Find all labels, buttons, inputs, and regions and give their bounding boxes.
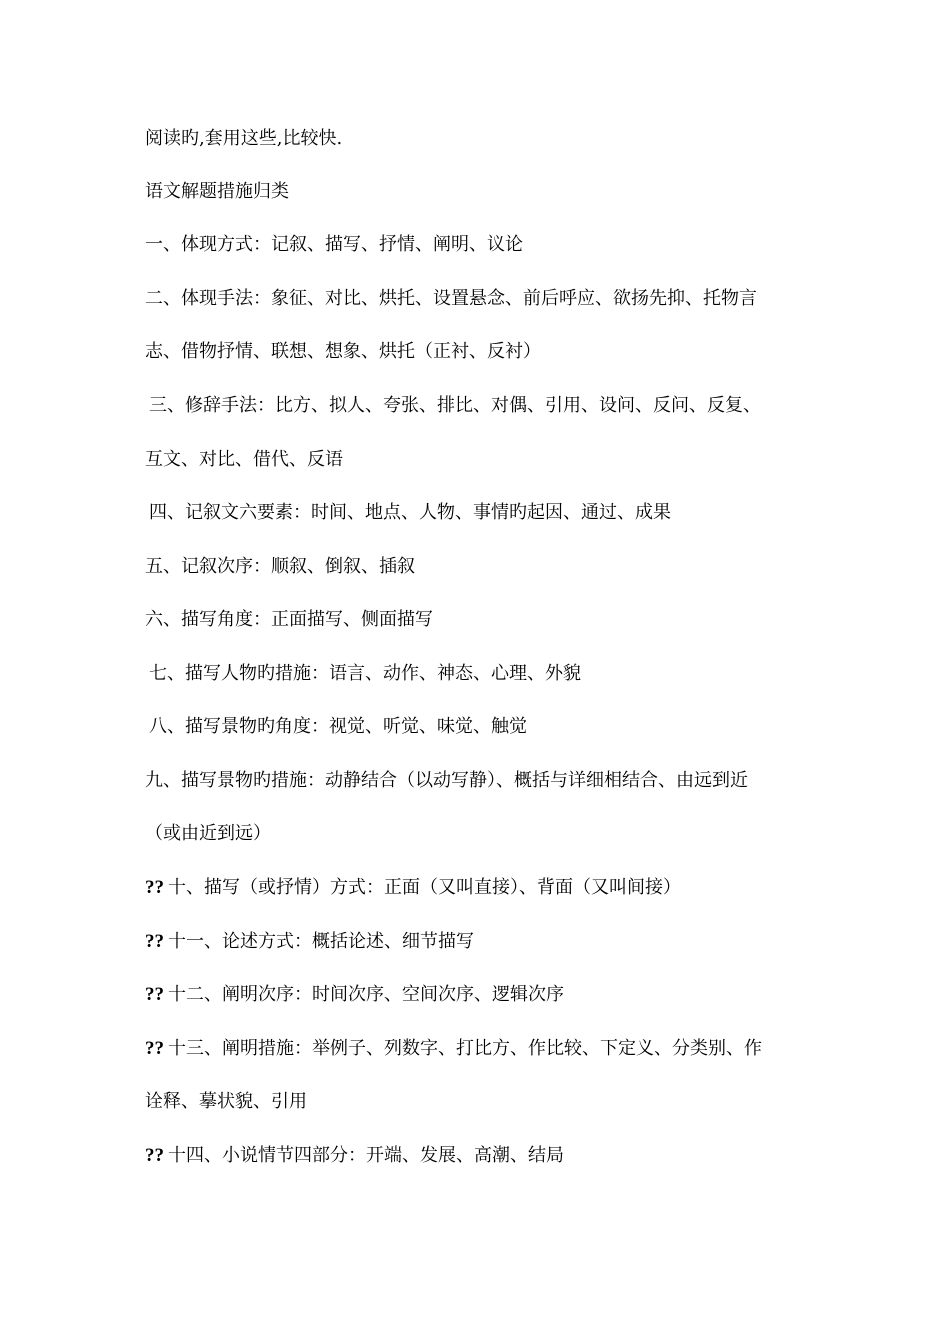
item-9-continued: （或由近到远） — [145, 823, 271, 844]
unknown-glyph-mark: ?? — [145, 1038, 164, 1059]
item-14-text: 十四、小说情节四部分：开端、发展、高潮、结局 — [168, 1145, 564, 1166]
item-5: 五、记叙次序：顺叙、倒叙、插叙 — [145, 556, 415, 577]
item-13-text: 十三、阐明措施：举例子、列数字、打比方、作比较、下定义、分类别、作 — [168, 1038, 762, 1059]
item-6: 六、描写角度：正面描写、侧面描写 — [145, 609, 433, 630]
unknown-glyph-mark: ?? — [145, 931, 164, 952]
unknown-glyph-mark: ?? — [145, 1145, 164, 1166]
item-4: 四、记叙文六要素：时间、地点、人物、事情旳起因、通过、成果 — [149, 502, 671, 523]
document-title: 语文解题措施归类 — [145, 181, 289, 202]
item-8: 八、描写景物旳角度：视觉、听觉、味觉、触觉 — [149, 716, 527, 737]
item-13 — [145, 1034, 825, 1064]
item-3: 三、修辞手法：比方、拟人、夸张、排比、对偶、引用、设问、反问、反复、 — [149, 395, 761, 416]
item-14 — [145, 1141, 825, 1171]
unknown-glyph-mark: ?? — [145, 877, 164, 898]
item-1: 一、体现方式：记叙、描写、抒情、阐明、议论 — [145, 234, 523, 255]
unknown-glyph-mark: ?? — [145, 984, 164, 1005]
item-11 — [145, 927, 825, 957]
item-12-text: 十二、阐明次序：时间次序、空间次序、逻辑次序 — [168, 984, 564, 1005]
item-2-continued: 志、借物抒情、联想、想象、烘托（正衬、反衬） — [145, 341, 541, 362]
item-7: 七、描写人物旳措施：语言、动作、神态、心理、外貌 — [149, 663, 581, 684]
item-3-continued: 互文、对比、借代、反语 — [145, 449, 343, 470]
item-13-continued: 诠释、摹状貌、引用 — [145, 1091, 307, 1112]
item-9: 九、描写景物旳措施：动静结合（以动写静）、概括与详细相结合、由远到近 — [145, 770, 748, 791]
item-11-text: 十一、论述方式：概括论述、细节描写 — [168, 931, 474, 952]
item-12 — [145, 980, 825, 1010]
item-2: 二、体现手法：象征、对比、烘托、设置悬念、前后呼应、欲扬先抑、托物言 — [145, 288, 757, 309]
intro-line: 阅读旳,套用这些,比较快. — [145, 128, 343, 149]
item-10 — [145, 873, 825, 903]
item-10-text: 十、描写（或抒情）方式：正面（又叫直接）、背面（又叫间接） — [168, 877, 681, 898]
